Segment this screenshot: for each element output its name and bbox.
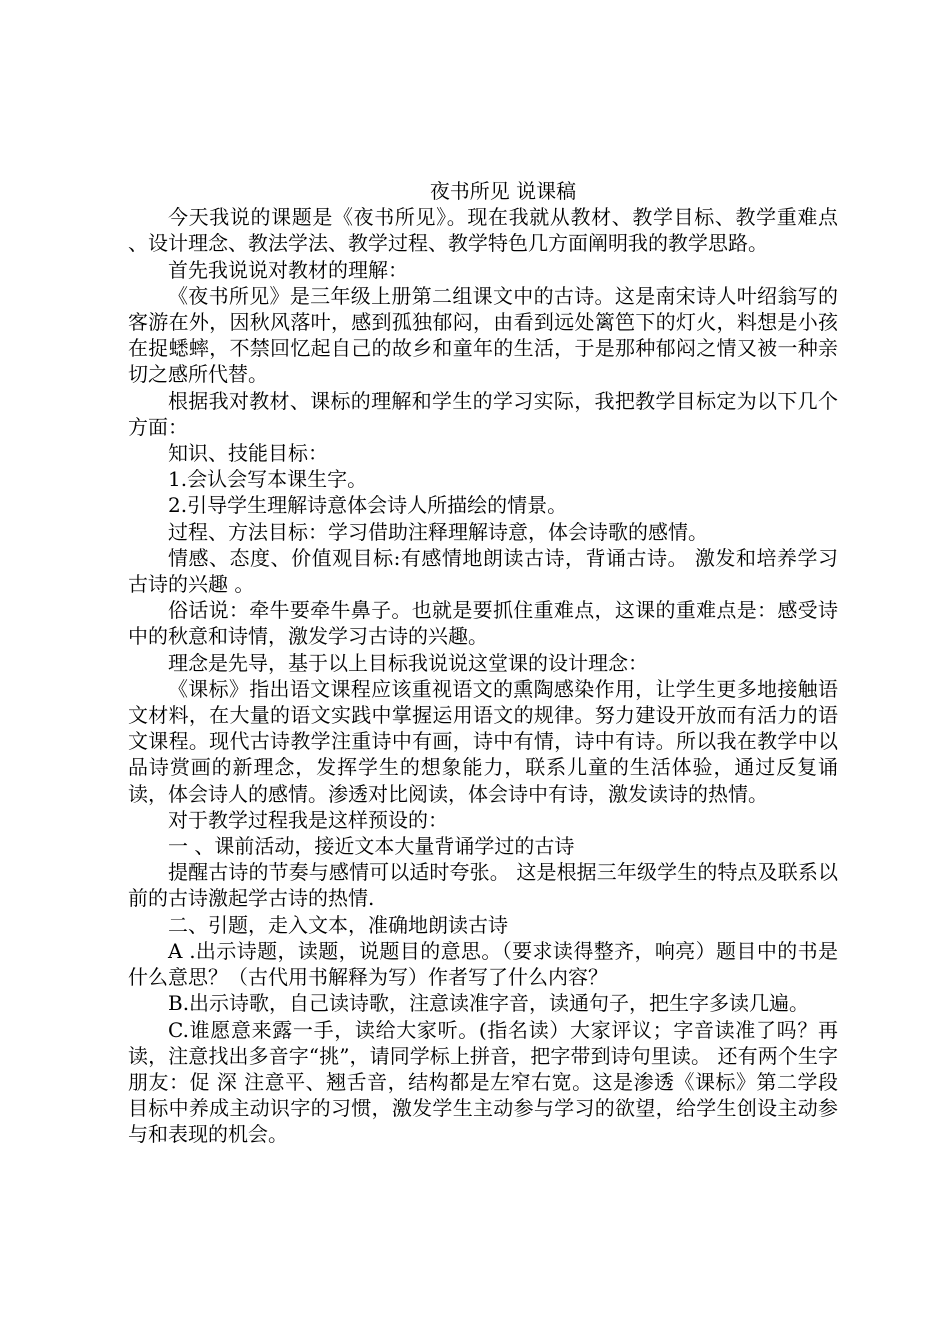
- paragraph-textbook-heading: 首先我说说对教材的理解：: [168, 257, 408, 282]
- paragraph-goal-1: 1.会认会写本课生字。: [168, 467, 368, 492]
- paragraph-step-2c: C.谁愿意来露一手，读给大家听。(指名读）大家评议；字音读准了吗？再读，注意找出多音字“挑”，请同学标上拼音，把字带到诗句里读。 还有两个生字朋友：促 深 注意平、翘舌音，结构都是左窄右宽。这是渗透《课标》第二学段目标中养成主动识字的习惯，激发学生主动参与学习的欲望，给学生创设主动参与和表现的机会。: [128, 1017, 838, 1147]
- paragraph-process-goal: 过程、方法目标：学习借助注释理解诗意，体会诗歌的感情。: [168, 519, 708, 544]
- paragraph-textbook-analysis: 《夜书所见》是三年级上册第二组课文中的古诗。这是南宋诗人叶绍翁写的客游在外，因秋风落叶，感到孤独郁闷，由看到远处篱笆下的灯火，料想是小孩在捉蟋蟀，不禁回忆起自己的故乡和童年的生活，于是那种郁闷之情又被一种亲切之感所代替。: [128, 283, 838, 387]
- paragraph-emotion-goal: 情感、态度、价值观目标:有感情地朗读古诗，背诵古诗。 激发和培养学习古诗的兴趣 。: [128, 545, 838, 597]
- paragraph-goal-2: 2.引导学生理解诗意体会诗人所描绘的情景。: [168, 493, 568, 518]
- paragraph-intro: 今天我说的课题是《夜书所见》。现在我就从教材、教学目标、教学重难点 、设计理念、教法学法、教学过程、教学特色几方面阐明我的教学思路。: [128, 205, 838, 256]
- paragraph-step-1-body: 提醒古诗的节奏与感情可以适时夸张。 这是根据三年级学生的特点及联系以前的古诗激起学古诗的热情.: [128, 860, 838, 911]
- document-page: [128, 178, 838, 1148]
- paragraph-concept-intro: 理念是先导，基于以上目标我说说这堂课的设计理念：: [168, 650, 648, 675]
- paragraph-step-2a: A .出示诗题，读题，说题目的意思。（要求读得整齐，响亮）题目中的书是什么意思？（古代用书解释为写）作者写了什么内容？: [128, 938, 838, 990]
- paragraph-step-2-heading: 二、引题，走入文本，准确地朗读古诗: [168, 912, 508, 937]
- paragraph-step-1-heading: 一 、课前活动，接近文本大量背诵学过的古诗: [168, 834, 575, 859]
- paragraph-curriculum-standard: 《课标》指出语文课程应该重视语文的熏陶感染作用，让学生更多地接触语文材料，在大量的语文实践中掌握运用语文的规律。努力建设开放而有活力的语文课程。现代古诗教学注重诗中有画，诗中有情，诗中有诗。所以我在教学中以品诗赏画的新理念，发挥学生的想象能力，联系儿童的生活体验，通过反复诵读，体会诗人的感情。渗透对比阅读，体会诗中有诗，激发读诗的热情。: [128, 676, 838, 806]
- paragraph-key-points: 俗话说：牵牛要牵牛鼻子。也就是要抓住重难点，这课的重难点是：感受诗中的秋意和诗情，激发学习古诗的兴趣。: [128, 598, 838, 649]
- page-title: 夜书所见 说课稿: [429, 179, 577, 203]
- paragraph-process-intro: 对于教学过程我是这样预设的：: [168, 807, 448, 832]
- paragraph-knowledge-goal-heading: 知识、技能目标：: [168, 441, 328, 466]
- paragraph-step-2b: B.出示诗歌，自己读诗歌，注意读准字音，读通句子，把生字多读几遍。: [168, 991, 810, 1016]
- paragraph-goals-intro: 根据我对教材、课标的理解和学生的学习实际，我把教学目标定为以下几个方面：: [128, 388, 838, 439]
